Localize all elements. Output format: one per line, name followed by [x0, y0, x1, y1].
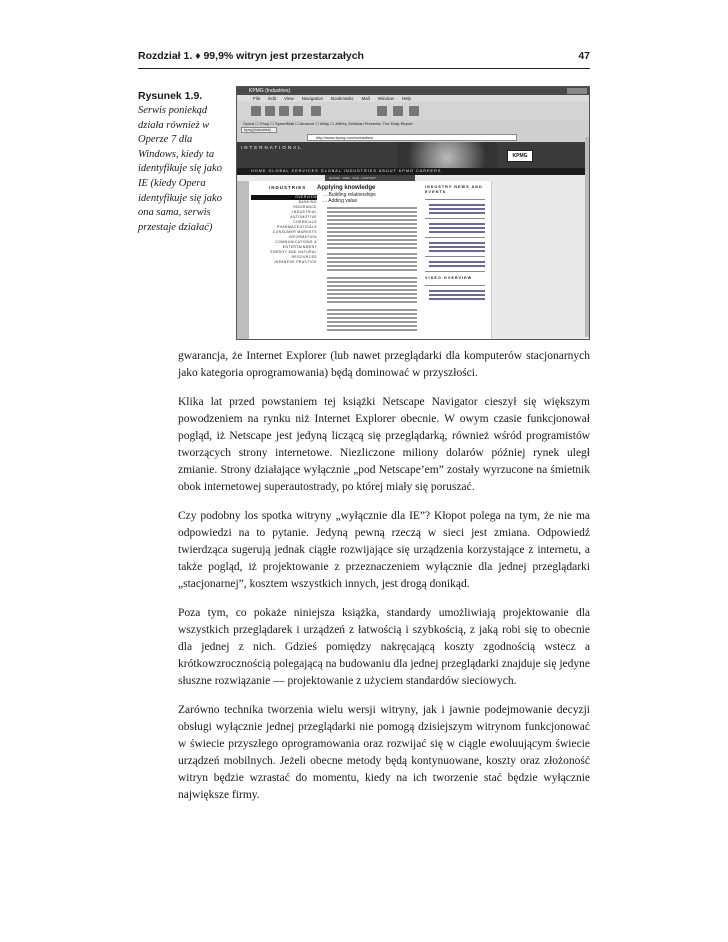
menu-help: Help [401, 96, 412, 101]
browser-address-area [237, 120, 589, 142]
news-title: INDUSTRY NEWS AND EVENTS [425, 185, 483, 194]
running-header [138, 50, 590, 68]
body-text [178, 348, 590, 816]
header-rule [138, 68, 590, 69]
globe-graphic [397, 142, 497, 168]
industry-item: AUTOMOTIVE [290, 215, 317, 219]
industry-item: JAPANESE PRACTICE [273, 260, 317, 264]
subline: ... Adding value [323, 198, 358, 204]
forward-icon [265, 106, 275, 116]
site-subnav: QUOTE · GRID · PGS · CONTACT [325, 175, 415, 181]
browser-titlebar [237, 87, 589, 95]
site-right-bar [491, 181, 589, 339]
menu-mail: Mail [361, 96, 370, 101]
site-header-label: INTERNATIONAL [241, 145, 303, 150]
industry-item: OVERVIEW [251, 195, 317, 200]
site-navigation: HOME GLOBAL SERVICES GLOBAL INDUSTRIES ABOUT KPMG CAREERS [237, 168, 589, 175]
diamond-separator: ♦ [195, 50, 201, 62]
industry-item: ENERGY AND NATURAL RESOURCES [270, 250, 317, 259]
industry-item: CHEMICALS [293, 220, 317, 224]
figure-caption-text: Serwis poniekąd działa również w Operze 7 dla Windows, kiedy ta identyfikuje się jako IE (kiedy Opera identyfikuje się jako ona sama, serwis przestaje działać) [138, 105, 222, 233]
site-left-bar [237, 181, 249, 339]
industries-title: INDUSTRIES [269, 185, 307, 190]
menu-window: Window [377, 96, 394, 101]
paragraph: Zarówno technika tworzenia wielu wersji witryny, jak i jawnie podejmowanie decyzji obsługi wyłącznie jednej przeglądarki nie pomogą dzisiejszym witrynom funkcjonować w świecie przyszłego oprogramowania oraz rozwijać się w ciągle ewoluującym świecie urządzeń mobilnych. Jeżeli obecne metody będą kontynuowane, koszty oraz złożoność witryn będzie wzrastać do momentu, kiedy na ich tworzenie stać będzie wyłącznie największe firmy. [178, 704, 590, 801]
industry-item: BANKING [298, 200, 317, 204]
address-bar: http://www.kpmg.com/industries/ [307, 134, 517, 141]
industry-item: CONSUMER MARKETS [272, 230, 317, 234]
browser-toolbar [237, 102, 589, 120]
tab-row [237, 127, 589, 133]
menu-edit: Edit [268, 96, 277, 101]
browser-scrollbar [585, 137, 589, 337]
industry-item: INDUSTRIAL [292, 210, 317, 214]
site-body [237, 181, 589, 339]
kpmg-logo: KPMG [507, 150, 533, 162]
text-block [327, 309, 417, 333]
figure-number: Rysunek 1.9. [138, 90, 203, 102]
chapter-title: 99,9% witryn jest przestarzałych [203, 50, 364, 62]
menu-view: View [284, 96, 294, 101]
industry-item: PHARMACEUTICALS [276, 225, 317, 229]
figure-screenshot [236, 86, 590, 340]
figure-caption [138, 90, 234, 235]
stop-icon [293, 106, 303, 116]
folder-icon [409, 106, 419, 116]
paragraph: Klika lat przed powstaniem tej książki Netscape Navigator cieszył się większym powodzeniem na rynku niż Internet Explorer obecnie. W owym czasie funkcjonował pogląd, iż Netscape jest jedyną liczącą się przeglądarką, również wśród programistów tworzących strony internetowe. Niezliczone miliony dolarów później rynek uległ zmianie. Strony działające wyłącznie „pod Netscape’em” zostały wyrzucone na śmietnik obok internetowej superautostrady, po której miały się poruszać. [178, 396, 590, 493]
paragraph: Czy podobny los spotka witryny „wyłącznie dla IE”? Kłopot polega na tym, że nie ma odpowiedzi na to pytanie. Jedyną pewną rzeczą w sieci jest zmiana. Odpowiedź twierdząca sugerują jednak ciągłe rozwijające się urządzenia korzystające z internetu, a także pogląd, iż projektowanie z przeznaczeniem wyłącznie dla jednej przeglądarki „stacjonarnej”, kosztem wszystkich innych, jest drogą donikąd. [178, 510, 590, 590]
text-block [327, 253, 417, 273]
applying-heading: Applying knowledge [317, 185, 376, 191]
print-icon [393, 106, 403, 116]
paragraph: gwarancja, że Internet Explorer (lub nawet przeglądarki dla komputerów stacjonarnych jako kategoria oprogramowania) będą dominować w przyszłości. [178, 350, 590, 379]
industry-item: INSURANCE [293, 205, 317, 209]
subline: ... Building relationships [323, 192, 376, 198]
site-header [237, 142, 589, 168]
video-title: VIDEO OVERVIEW [425, 276, 473, 280]
menu-bookmarks: Bookmarks [330, 96, 354, 101]
window-title: KPMG (Industries) [249, 88, 291, 94]
industry-item: INFORMATION COMMUNICATIONS & ENTERTAINMENT [275, 235, 317, 249]
menu-navigation: Navigation [301, 96, 323, 101]
applying-sublines [323, 192, 376, 204]
mail-icon [377, 106, 387, 116]
text-block [327, 207, 417, 251]
reload-icon [279, 106, 289, 116]
back-icon [251, 106, 261, 116]
browser-tab: kpmg [industries] [241, 127, 277, 133]
industries-list [251, 195, 317, 265]
news-column [425, 185, 485, 300]
paragraph: Poza tym, co pokaże niniejsza książka, standardy umożliwiają projektowanie dla wszystkich przeglądarek i urządzeń z łatwością i szybkością, z jaką robi się to obecnie dla jednej z nich. Gdzieś pomiędzy nakręcającą koszty zgodnością wstecz a krótkowzrocznością polegającą na budowaniu dla jednej przeglądarki znajduje się jedyne słuszne rozwiązanie — projektowanie z użyciem standardów sieciowych. [178, 607, 590, 687]
text-block [327, 277, 417, 305]
header-left [138, 50, 364, 62]
home-icon [311, 106, 321, 116]
chapter-label: Rozdział 1. [138, 50, 193, 62]
window-controls [567, 88, 587, 94]
page-number: 47 [578, 50, 590, 62]
bookmarks-bar: Opera ☐ Shop ☐ SpeedMail ☐ Amazon ☐ eBay ☐ Jeffrey Zeldman Presents: The Daily Report [243, 121, 413, 126]
menu-file: File [253, 96, 261, 101]
browser-menubar [237, 95, 589, 102]
